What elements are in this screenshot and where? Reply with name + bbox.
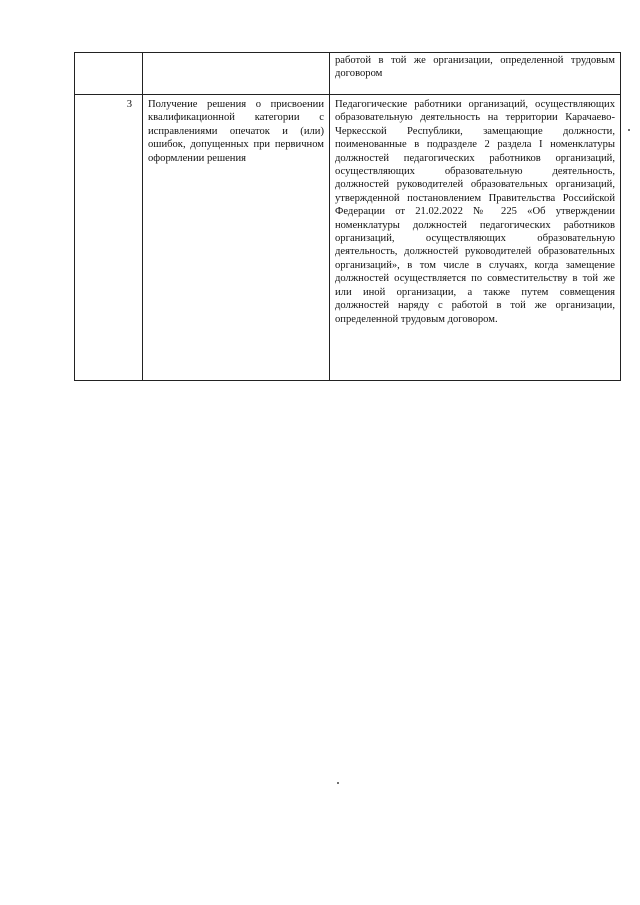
applicant-category-text: работой в той же организации, определенной трудовым договором [335,55,615,80]
row-number: 3 [126,99,132,110]
table-row-3 [75,95,621,381]
row-number-cell [75,95,143,381]
service-cell [143,53,330,95]
row-number-cell [75,53,143,95]
services-table [74,52,621,381]
service-cell [143,95,330,381]
table-row-continuation [75,53,621,95]
scan-speck [337,782,339,784]
applicant-category-cell [330,53,621,95]
applicant-category-cell [330,95,621,381]
applicant-category-text: Педагогические работники организаций, осуществляющих образовательную деятельность на территории Карачаево-Черкесской Республики, замещающие должности, поименованные в подразделе 2 раздела I номенклатуры должностей педагогических работников организаций, осуществляющих образовательную деятельность, должностей руководителей образовательных организаций, утвержденной постановлением Правительства Российской Федерации от 21.02.2022 № 225 «Об утверждении номенклатуры должностей педагогических работников организаций, осуществляющих образовательную деятельность, должностей руководителей образовательных организаций», в том числе в случаях, когда замещение должностей осуществляется по совместительству в той же или иной организации, а также путем совмещения должностей наряду с работой в той же организации, определенной трудовым договором. [335,99,615,325]
service-text: Получение решения о присвоении квалификационной категории с исправлениями опечаток и (или) ошибок, допущенных при первичном оформлении решения [148,99,324,164]
scan-speck [628,129,630,131]
